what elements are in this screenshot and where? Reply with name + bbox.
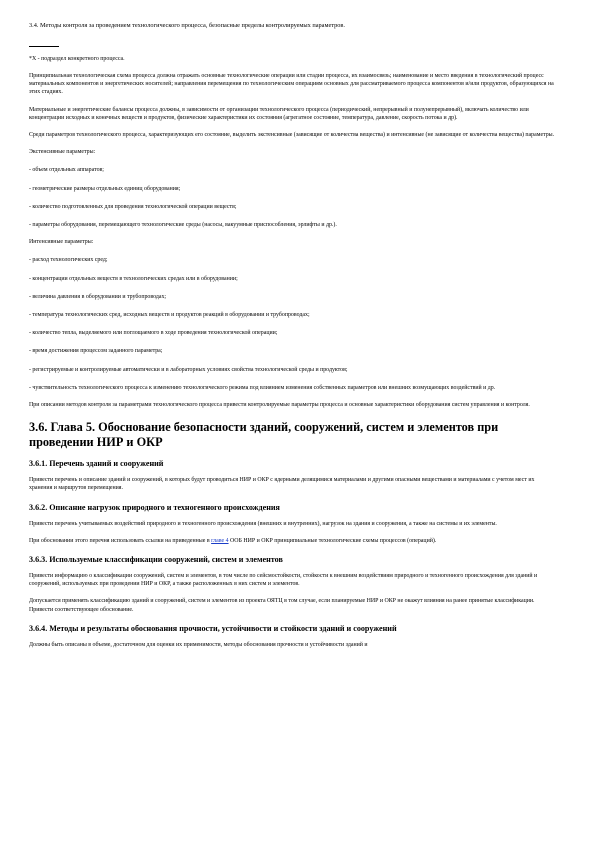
list-item: - расход технологических сред; <box>29 257 108 264</box>
chapter-4-link[interactable]: главе 4 <box>211 537 229 544</box>
paragraph-scheme: Принципиальная технологическая схема процесса должна отражать основные технологические операции или стадии процесса, их взаимосвязь; наименование и место введения в технологический процесс материальных компонентов и энергетических носителей; направления перемещения по технологическим операциям основных для рассматриваемого процесса компонентов и/или продуктов, образующихся на этих стадиях. <box>29 73 554 96</box>
list-item: - чувствительность технологического процесса к изменению технологического режима под влиянием изменения собственных параметров или внешних возмущающих воздействий и др. <box>29 384 496 391</box>
paragraph-strength: Должны быть описаны в объеме, достаточном для оценки их применимости, методы обоснования прочности и устойчивости зданий и <box>29 641 368 648</box>
paragraph-control: При описании методов контроля за параметрами технологического процесса привести контролируемые параметры процесса и основные характеристики оборудования систем управления и контроля. <box>29 402 530 409</box>
list-item: - концентрации отдельных веществ в технологических средах или в оборудовании; <box>29 275 238 282</box>
list-item: - объем отдельных аппаратов; <box>29 167 104 174</box>
section-heading-loads: 3.6.2. Описание нагрузок природного и техногенного происхождения <box>29 502 280 512</box>
intensive-title: Интенсивные параметры: <box>29 239 94 246</box>
list-item: - параметры оборудования, перемещающего технологические среды (насосы, вакуумные приспособления, эрлифты и др.). <box>29 222 337 229</box>
paragraph-parameters: Среди параметров технологического процесса, характеризующих его состояние, выделить экстенсивные (зависящие от количества вещества) и интенсивные (не зависящие от количества вещества) параметры. <box>29 132 555 139</box>
paragraph-classification: Привести информацию о классификации сооружений, систем и элементов, в том числе по сейсмостойкости, стойкости к внешним воздействиям природного и техногенного происхождения для зданий и сооружений, используемых при проведении НИР и ОКР, а также расположенных в них систем и элементов. <box>29 573 538 588</box>
section-heading-classification: 3.6.3. Используемые классификации сооружений, систем и элементов <box>29 555 283 565</box>
paragraph-buildings: Привести перечень и описание зданий и сооружений, в которых будут проводиться НИР и ОКР с ядерными делящимися материалами и другими опасными веществами и материалами с учетом мест их хранения и маршрутов перемещения. <box>29 477 535 492</box>
section-heading-strength: 3.6.4. Методы и результаты обоснования прочности, устойчивости и стойкости зданий и сооружений <box>29 623 397 633</box>
footnote: *X - подраздел конкретного процесса. <box>29 56 125 62</box>
section-heading-buildings: 3.6.1. Перечень зданий и сооружений <box>29 459 164 469</box>
list-item: - количество подготовленных для проведения технологической операции веществ; <box>29 203 237 210</box>
list-item: - величина давления в оборудовании и трубопроводах; <box>29 293 167 300</box>
paragraph-balance: Материальные и энергетические балансы процесса должны, в зависимости от организации технологического процесса (периодический, непрерывный и полунепрерывный), включать количество или концентрации исходных и конечных веществ и продуктов, физические характеристики их состояния (агрегатное состояние, температура, давление, скорость потока и др). <box>29 106 529 121</box>
paragraph-loads: Привести перечень учитываемых воздействий природного и техногенного происхождения (внешних и внутренних), нагрузок на здания и сооружения, а также на системы и их элементы. <box>29 520 497 527</box>
list-item: - регистрируемые и контролируемые автоматически и в лабораторных условиях свойства технологической среды и продуктов; <box>29 366 348 373</box>
chapter-heading: 3.6. Глава 5. Обоснование безопасности зданий, сооружений, систем и элементов при проведении НИР и ОКР <box>29 420 499 449</box>
document-page <box>29 22 559 649</box>
list-item: - температура технологических сред, исходных веществ и продуктов реакций в оборудовании и трубопроводах; <box>29 312 310 319</box>
reference-text-after: ООБ НИР и ОКР принципиальные технологические схемы процессов (операций). <box>228 537 437 544</box>
extensive-title: Экстенсивные параметры: <box>29 149 96 156</box>
list-item: - количество тепла, выделяемого или поглощаемого в ходе проведения технологической операции; <box>29 330 278 337</box>
paragraph-loads-reference <box>29 537 559 545</box>
footnote-separator <box>29 46 59 47</box>
reference-text-before: При обосновании этого перечня использовать ссылки на приведенные в <box>29 537 212 544</box>
list-item: - время достижения процессом заданного параметра; <box>29 348 163 355</box>
list-item: - геометрические размеры отдельных единиц оборудования; <box>29 185 181 192</box>
paragraph-classification-permission: Допускается применять классификацию зданий и сооружений, систем и элементов из проекта ОЯТЦ в том случае, если планируемые НИР и ОКР не окажут влияния на ранее принятые классификации. Привести соответствующее обоснование. <box>29 598 535 613</box>
intro-line: 3.4. Методы контроля за проведением технологического процесса, безопасные пределы контролируемых параметров. <box>29 22 345 29</box>
